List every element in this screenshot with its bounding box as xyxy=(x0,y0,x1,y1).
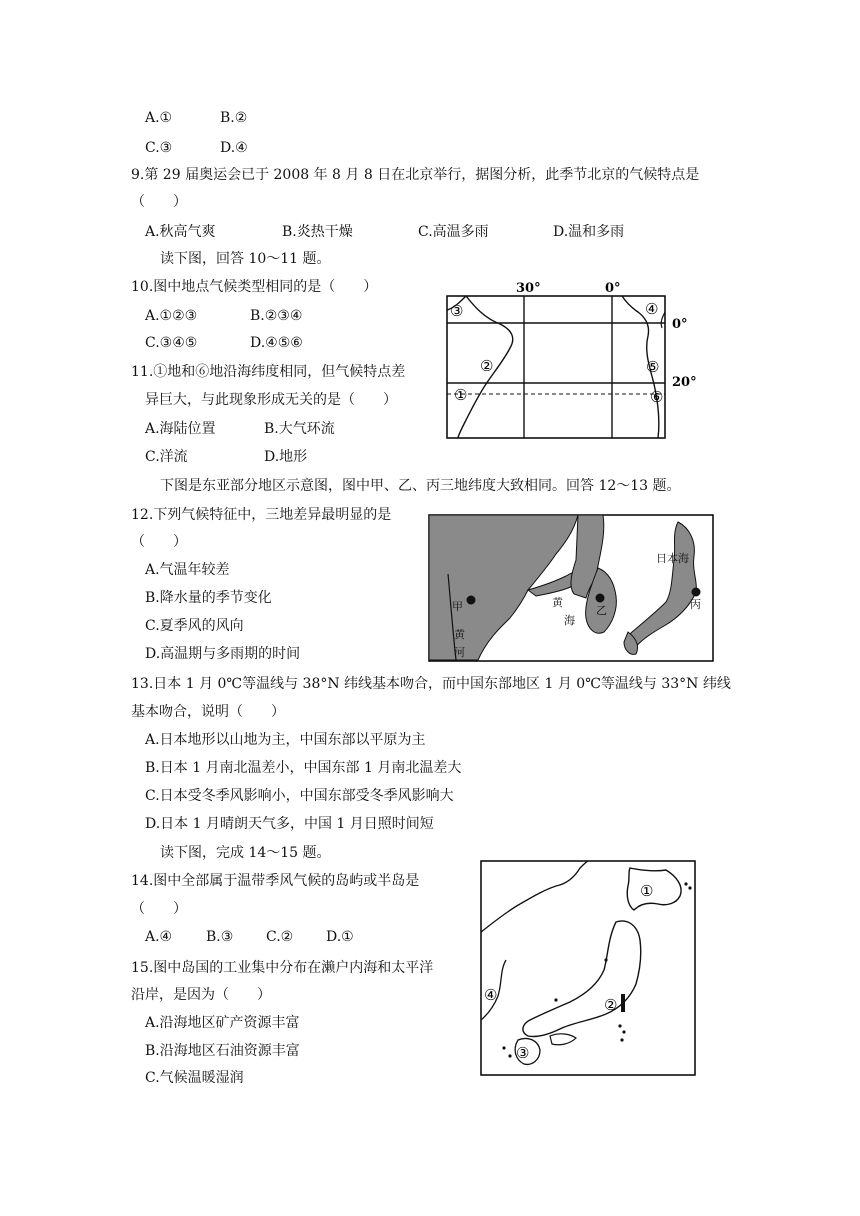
q14-option-a: A.④ xyxy=(145,929,173,945)
q12-stem-cont: （ ） xyxy=(131,534,187,550)
q12-option-b: B.降水量的季节变化 xyxy=(145,590,272,606)
q10-option-a: A.①②③ xyxy=(145,308,198,324)
map2-label-hai: 海 xyxy=(564,614,575,627)
q13-option-b: B.日本 1 月南北温差小，中国东部 1 月南北温差大 xyxy=(145,760,462,776)
q15-option-c: C.气候温暖湿润 xyxy=(145,1070,244,1086)
q10-stem: 10.图中地点气候类型相同的是（ ） xyxy=(131,279,378,295)
q12-option-a: A.气温年较差 xyxy=(145,562,230,578)
q14-option-b: B.③ xyxy=(206,929,234,945)
q13-stem-cont: 基本吻合，说明（ ） xyxy=(131,704,285,720)
q10-option-d: D.④⑤⑥ xyxy=(250,335,303,351)
q15-stem-cont: 沿岸，是因为（ ） xyxy=(131,987,271,1003)
q8-option-c: C.③ xyxy=(145,140,173,156)
q9-option-b: B.炎热干燥 xyxy=(282,224,353,240)
map2-label-yi: 乙 xyxy=(596,604,607,617)
q11-option-c: C.洋流 xyxy=(145,449,188,465)
q14-stem-cont: （ ） xyxy=(131,901,187,917)
q15-stem: 15.图中岛国的工业集中分布在濑户内海和太平洋 xyxy=(131,960,434,976)
q11-stem-cont: 异巨大，与此现象形成无关的是（ ） xyxy=(145,392,397,408)
q14-option-c: C.② xyxy=(266,929,294,945)
map1-point-2: ② xyxy=(480,357,494,375)
map1-lon-0: 0° xyxy=(605,281,621,296)
map1-point-4: ④ xyxy=(645,300,659,318)
q13-option-c: C.日本受冬季风影响小，中国东部受冬季风影响大 xyxy=(145,788,454,804)
q14-option-d: D.① xyxy=(326,929,354,945)
map2-label-huang: 黄 xyxy=(552,596,563,609)
japan-map xyxy=(480,860,698,1078)
q8-option-d: D.④ xyxy=(220,140,248,156)
q11-option-a: A.海陆位置 xyxy=(145,421,216,437)
q8-option-a: A.① xyxy=(145,110,173,126)
q11-option-b: B.大气环流 xyxy=(264,421,335,437)
climate-map xyxy=(440,272,708,444)
map2-label-river-2: 河 xyxy=(454,646,465,659)
intro-14-15: 读下图，完成 14～15 题。 xyxy=(160,845,331,861)
q9-stem-cont: （ ） xyxy=(131,194,187,210)
q9-option-c: C.高温多雨 xyxy=(418,224,489,240)
q11-option-d: D.地形 xyxy=(264,449,308,465)
map1-lat-20: 20° xyxy=(672,375,697,390)
map3-point-2: ② xyxy=(604,996,618,1014)
map3-point-3: ③ xyxy=(516,1044,530,1062)
q8-option-b: B.② xyxy=(220,110,248,126)
q12-option-c: C.夏季风的风向 xyxy=(145,618,244,634)
map2-label-japan-sea: 日本海 xyxy=(656,552,689,565)
map2-label-river-1: 黄 xyxy=(454,628,465,641)
map3-point-4: ④ xyxy=(484,986,498,1004)
q13-option-d: D.日本 1 月晴朗天气多，中国 1 月日照时间短 xyxy=(145,816,434,832)
map1-lon-30: 30° xyxy=(516,281,541,296)
q12-option-d: D.高温期与多雨期的时间 xyxy=(145,646,301,662)
map1-lat-0: 0° xyxy=(672,317,688,332)
intro-12-13: 下图是东亚部分地区示意图，图中甲、乙、丙三地纬度大致相同。回答 12～13 题。 xyxy=(160,478,681,494)
map1-point-5: ⑤ xyxy=(646,358,660,376)
q10-option-c: C.③④⑤ xyxy=(145,335,198,351)
east-asia-map xyxy=(428,514,716,664)
q13-option-a: A.日本地形以山地为主，中国东部以平原为主 xyxy=(145,732,426,748)
q9-option-a: A.秋高气爽 xyxy=(145,224,216,240)
q9-stem: 9.第 29 届奥运会已于 2008 年 8 月 8 日在北京举行，据图分析，此季节北京的气候特点是 xyxy=(131,167,700,183)
map1-point-3: ③ xyxy=(450,302,464,320)
map1-point-6: ⑥ xyxy=(650,388,664,406)
map2-label-bing: 丙 xyxy=(690,598,701,611)
q15-option-a: A.沿海地区矿产资源丰富 xyxy=(145,1015,300,1031)
q11-stem: 11.①地和⑥地沿海纬度相同，但气候特点差 xyxy=(131,364,406,380)
q9-option-d: D.温和多雨 xyxy=(553,224,625,240)
intro-10-11: 读下图，回答 10～11 题。 xyxy=(160,251,331,267)
q15-option-b: B.沿海地区石油资源丰富 xyxy=(145,1043,300,1059)
q12-stem: 12.下列气候特征中，三地差异最明显的是 xyxy=(131,507,392,523)
q10-option-b: B.②③④ xyxy=(250,308,303,324)
q13-stem: 13.日本 1 月 0℃等温线与 38°N 纬线基本吻合，而中国东部地区 1 月 0℃等温线与 33°N 纬线 xyxy=(131,676,731,692)
map1-point-1: ① xyxy=(454,386,468,404)
map2-label-jia: 甲 xyxy=(452,600,463,613)
q14-stem: 14.图中全部属于温带季风气候的岛屿或半岛是 xyxy=(131,873,420,889)
map3-point-1: ① xyxy=(640,882,654,900)
